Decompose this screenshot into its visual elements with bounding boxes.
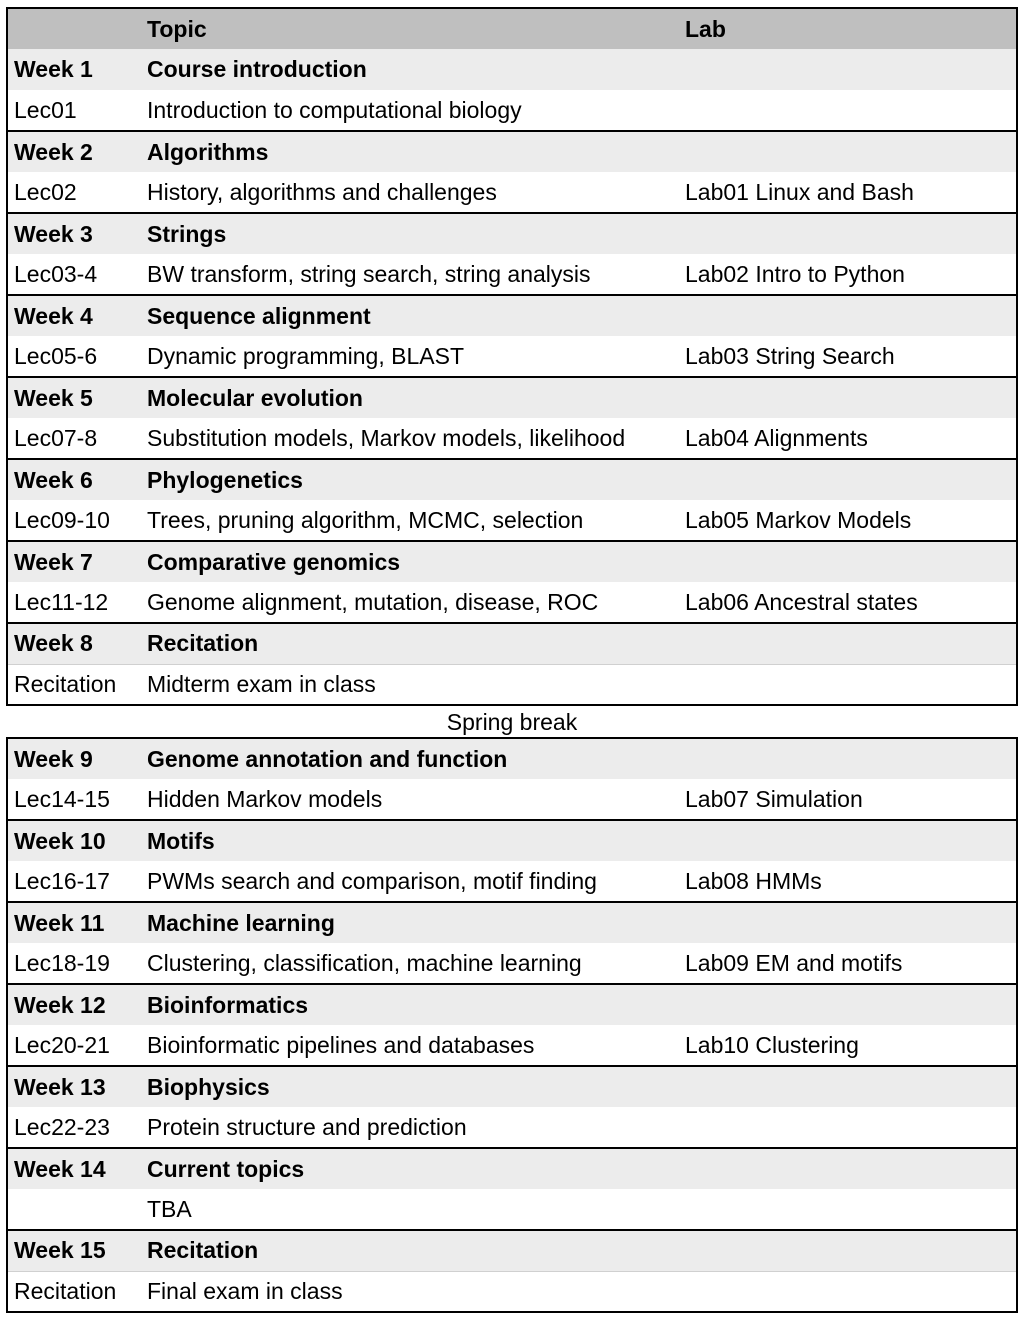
lecture-topic: Introduction to computational biology bbox=[141, 90, 679, 131]
week-row bbox=[7, 984, 1017, 1025]
week-empty bbox=[679, 459, 1017, 500]
week-empty bbox=[679, 623, 1017, 664]
week-row bbox=[7, 459, 1017, 500]
week-empty bbox=[679, 820, 1017, 861]
lecture-code: Lec11-12 bbox=[7, 582, 141, 623]
lecture-code: Lec07-8 bbox=[7, 418, 141, 459]
lecture-row bbox=[7, 1025, 1017, 1066]
lecture-topic: Protein structure and prediction bbox=[141, 1107, 679, 1148]
week-title: Molecular evolution bbox=[141, 377, 679, 418]
week-row bbox=[7, 295, 1017, 336]
week-title: Comparative genomics bbox=[141, 541, 679, 582]
lecture-topic: TBA bbox=[141, 1189, 679, 1230]
week-empty bbox=[679, 377, 1017, 418]
week-row bbox=[7, 902, 1017, 943]
lecture-topic: History, algorithms and challenges bbox=[141, 172, 679, 213]
lecture-topic: Trees, pruning algorithm, MCMC, selection bbox=[141, 500, 679, 541]
week-row bbox=[7, 1230, 1017, 1271]
lecture-code: Lec14-15 bbox=[7, 779, 141, 820]
lecture-row bbox=[7, 664, 1017, 705]
lecture-topic: Substitution models, Markov models, likelihood bbox=[141, 418, 679, 459]
lecture-topic: Hidden Markov models bbox=[141, 779, 679, 820]
lecture-row bbox=[7, 418, 1017, 459]
week-row bbox=[7, 738, 1017, 779]
week-title: Strings bbox=[141, 213, 679, 254]
week-empty bbox=[679, 49, 1017, 90]
week-label: Week 13 bbox=[7, 1066, 141, 1107]
lecture-row bbox=[7, 336, 1017, 377]
week-empty bbox=[679, 902, 1017, 943]
week-empty bbox=[679, 984, 1017, 1025]
week-title: Bioinformatics bbox=[141, 984, 679, 1025]
week-empty bbox=[679, 131, 1017, 172]
lecture-row bbox=[7, 172, 1017, 213]
lab-name: Lab04 Alignments bbox=[679, 418, 1017, 459]
lecture-code: Lec03-4 bbox=[7, 254, 141, 295]
week-title: Biophysics bbox=[141, 1066, 679, 1107]
schedule-table-part-2 bbox=[6, 737, 1018, 1313]
lab-name bbox=[679, 1189, 1017, 1230]
lab-name bbox=[679, 664, 1017, 705]
week-row bbox=[7, 820, 1017, 861]
week-label: Week 5 bbox=[7, 377, 141, 418]
week-row bbox=[7, 49, 1017, 90]
lecture-topic: Bioinformatic pipelines and databases bbox=[141, 1025, 679, 1066]
lecture-code: Lec01 bbox=[7, 90, 141, 131]
week-empty bbox=[679, 1148, 1017, 1189]
lecture-topic: Clustering, classification, machine learning bbox=[141, 943, 679, 984]
week-row bbox=[7, 213, 1017, 254]
week-title: Motifs bbox=[141, 820, 679, 861]
header-topic: Topic bbox=[141, 8, 679, 49]
schedule-table-part-1 bbox=[6, 7, 1018, 706]
lab-name: Lab09 EM and motifs bbox=[679, 943, 1017, 984]
week-label: Week 8 bbox=[7, 623, 141, 664]
week-row bbox=[7, 623, 1017, 664]
week-empty bbox=[679, 1066, 1017, 1107]
lecture-row bbox=[7, 582, 1017, 623]
lab-name bbox=[679, 1107, 1017, 1148]
week-empty bbox=[679, 1230, 1017, 1271]
lecture-row bbox=[7, 1107, 1017, 1148]
lecture-code bbox=[7, 1189, 141, 1230]
lab-name: Lab05 Markov Models bbox=[679, 500, 1017, 541]
lecture-code: Lec22-23 bbox=[7, 1107, 141, 1148]
lab-name bbox=[679, 90, 1017, 131]
lecture-topic: Midterm exam in class bbox=[141, 664, 679, 705]
week-row bbox=[7, 1066, 1017, 1107]
week-title: Recitation bbox=[141, 623, 679, 664]
lecture-topic: Dynamic programming, BLAST bbox=[141, 336, 679, 377]
week-title: Course introduction bbox=[141, 49, 679, 90]
week-row bbox=[7, 131, 1017, 172]
week-empty bbox=[679, 295, 1017, 336]
week-label: Week 15 bbox=[7, 1230, 141, 1271]
lecture-code: Recitation bbox=[7, 1271, 141, 1312]
lecture-row bbox=[7, 1189, 1017, 1230]
lecture-row bbox=[7, 90, 1017, 131]
week-title: Phylogenetics bbox=[141, 459, 679, 500]
lecture-code: Lec20-21 bbox=[7, 1025, 141, 1066]
week-row bbox=[7, 377, 1017, 418]
lecture-row bbox=[7, 861, 1017, 902]
week-title: Genome annotation and function bbox=[141, 738, 679, 779]
lecture-topic: Final exam in class bbox=[141, 1271, 679, 1312]
week-empty bbox=[679, 213, 1017, 254]
spring-break-label: Spring break bbox=[446, 709, 578, 735]
lecture-row bbox=[7, 1271, 1017, 1312]
week-title: Sequence alignment bbox=[141, 295, 679, 336]
lecture-code: Recitation bbox=[7, 664, 141, 705]
lab-name: Lab06 Ancestral states bbox=[679, 582, 1017, 623]
week-label: Week 11 bbox=[7, 902, 141, 943]
lecture-code: Lec18-19 bbox=[7, 943, 141, 984]
lecture-code: Lec05-6 bbox=[7, 336, 141, 377]
week-row bbox=[7, 541, 1017, 582]
header-lab: Lab bbox=[679, 8, 1017, 49]
lecture-code: Lec02 bbox=[7, 172, 141, 213]
week-label: Week 1 bbox=[7, 49, 141, 90]
week-title: Recitation bbox=[141, 1230, 679, 1271]
lecture-code: Lec09-10 bbox=[7, 500, 141, 541]
lab-name: Lab08 HMMs bbox=[679, 861, 1017, 902]
lecture-row bbox=[7, 500, 1017, 541]
lecture-topic: Genome alignment, mutation, disease, ROC bbox=[141, 582, 679, 623]
lab-name: Lab03 String Search bbox=[679, 336, 1017, 377]
week-title: Machine learning bbox=[141, 902, 679, 943]
week-label: Week 10 bbox=[7, 820, 141, 861]
week-empty bbox=[679, 738, 1017, 779]
week-title: Algorithms bbox=[141, 131, 679, 172]
header-week bbox=[7, 8, 141, 49]
week-title: Current topics bbox=[141, 1148, 679, 1189]
week-row bbox=[7, 1148, 1017, 1189]
lecture-row bbox=[7, 254, 1017, 295]
lab-name bbox=[679, 1271, 1017, 1312]
week-empty bbox=[679, 541, 1017, 582]
lab-name: Lab01 Linux and Bash bbox=[679, 172, 1017, 213]
lab-name: Lab02 Intro to Python bbox=[679, 254, 1017, 295]
lab-name: Lab10 Clustering bbox=[679, 1025, 1017, 1066]
lab-name: Lab07 Simulation bbox=[679, 779, 1017, 820]
week-label: Week 3 bbox=[7, 213, 141, 254]
week-label: Week 6 bbox=[7, 459, 141, 500]
lecture-row bbox=[7, 943, 1017, 984]
lecture-topic: BW transform, string search, string analysis bbox=[141, 254, 679, 295]
week-label: Week 7 bbox=[7, 541, 141, 582]
week-label: Week 4 bbox=[7, 295, 141, 336]
week-label: Week 9 bbox=[7, 738, 141, 779]
lecture-row bbox=[7, 779, 1017, 820]
lecture-code: Lec16-17 bbox=[7, 861, 141, 902]
week-label: Week 2 bbox=[7, 131, 141, 172]
week-label: Week 12 bbox=[7, 984, 141, 1025]
lecture-topic: PWMs search and comparison, motif finding bbox=[141, 861, 679, 902]
header-row bbox=[7, 8, 1017, 49]
week-label: Week 14 bbox=[7, 1148, 141, 1189]
